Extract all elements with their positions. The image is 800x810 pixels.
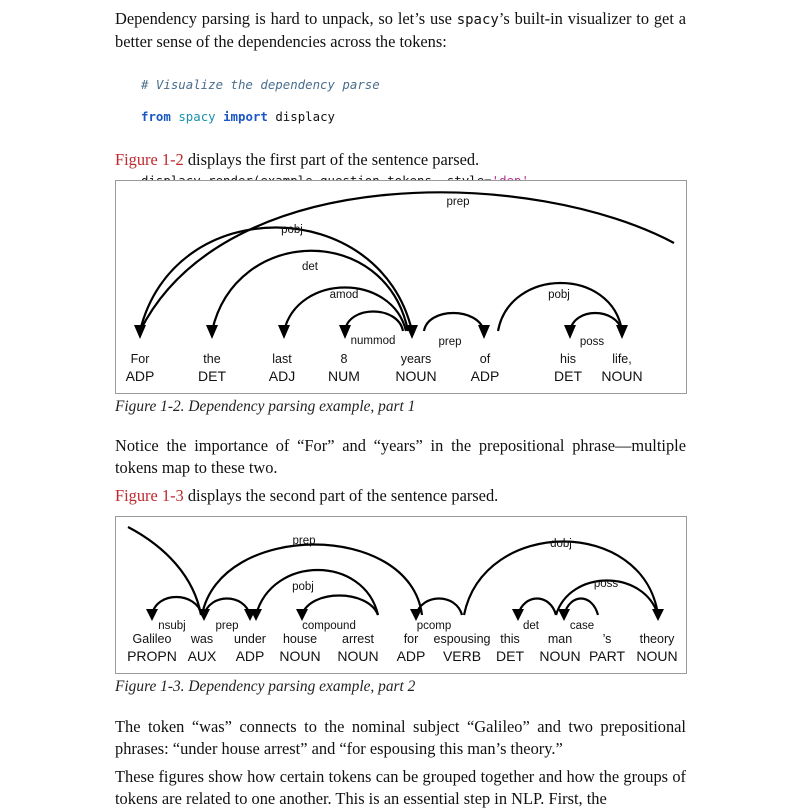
token-word: For [130, 352, 150, 366]
arc-pobj [140, 227, 412, 331]
token-tag: DET [198, 368, 226, 384]
token-tag: ADP [470, 368, 500, 384]
arc-nummod [345, 312, 403, 332]
arc-poss [570, 313, 622, 331]
arrowhead [146, 609, 158, 621]
arc-label: prep [215, 620, 239, 632]
token-word: under [234, 632, 266, 646]
arc-prep-2 [424, 313, 484, 331]
arc-prep-short [204, 599, 250, 616]
code-line-1 [141, 77, 559, 93]
token-word: this [500, 632, 520, 646]
token-tag: ADJ [268, 368, 296, 384]
figure2-dependency-diagram [116, 517, 686, 673]
arrowhead [558, 609, 570, 621]
arrowhead [652, 609, 664, 621]
token-word: last [272, 352, 292, 366]
arc-det [518, 599, 556, 616]
token-tag: DET [554, 368, 582, 384]
arc-prep-long [202, 545, 422, 616]
arc-label: pcomp [416, 620, 452, 632]
figure1-arc-labels [281, 196, 604, 348]
figure2-intro-text: displays the second part of the sentence parsed. [183, 486, 499, 505]
closing-paragraph-1: The token “was” connects to the nominal subject “Galileo” and two prepositional phrases: “under house arrest” and “for espousing this man’s theory.” [115, 717, 686, 758]
token-word: years [400, 352, 432, 366]
figure1-arcs [140, 192, 674, 331]
figure2-box [115, 516, 687, 674]
arc-label: nsubj [158, 620, 186, 632]
token-tag: NOUN [279, 648, 321, 664]
token-word: house [282, 632, 318, 646]
arc-label: nummod [350, 335, 396, 347]
arrowhead [278, 325, 290, 339]
token-tag: NOUN [636, 648, 678, 664]
token-tag: NOUN [539, 648, 581, 664]
code-from-keyword: from [141, 109, 171, 124]
arc-nsubj-top [128, 527, 201, 615]
figure2-arcs [128, 527, 658, 615]
token-word: ’s [602, 632, 612, 646]
token-word: espousing [433, 632, 491, 646]
arc-label: det [302, 261, 318, 273]
code-import-name: displacy [275, 109, 336, 124]
code-line-2 [141, 109, 559, 125]
token-word: life, [612, 352, 632, 366]
figure2-link[interactable]: Figure 1-3 [115, 486, 184, 505]
token-tag: PART [588, 648, 626, 664]
closing-paragraph-2: These figures show how certain tokens can be grouped together and how the groups of tokens are related to one another. This is an essential step in NLP. First, the [115, 767, 686, 808]
arrowhead [478, 325, 490, 339]
arrowhead [198, 609, 210, 621]
intro-text-after: ’s built-in visualizer to get a better sense of the dependencies across the tokens: [115, 9, 686, 51]
arc-case [564, 599, 598, 616]
arc-prep [140, 192, 674, 331]
token-tag: PROPN [127, 648, 177, 664]
token-tag: VERB [442, 648, 482, 664]
arc-label: prep [292, 535, 316, 547]
token-word: man [547, 632, 573, 646]
arrowhead [564, 325, 576, 339]
figure1-link[interactable]: Figure 1-2 [115, 150, 184, 169]
figure1-caption: Figure 1-2. Dependency parsing example, part 1 [115, 398, 416, 415]
arc-label: amod [329, 289, 359, 301]
arc-label: pobj [292, 581, 314, 593]
arc-label: prep [438, 336, 462, 348]
token-word: of [479, 352, 491, 366]
code-comment: # Visualize the dependency parse [141, 77, 380, 92]
figure1-box [115, 180, 687, 394]
figure1-dependency-diagram [116, 181, 686, 393]
token-word: for [403, 632, 419, 646]
token-tag: NOUN [601, 368, 643, 384]
arc-label: dobj [550, 538, 572, 550]
code-import-keyword: import [223, 109, 268, 124]
figure2-intro [115, 485, 686, 507]
arc-pcomp [416, 599, 462, 616]
arc-label: pobj [281, 224, 303, 236]
arc-nsubj [152, 597, 202, 615]
arrowhead [616, 325, 628, 339]
arc-label: poss [579, 336, 605, 348]
arc-label: prep [446, 196, 470, 208]
token-word: arrest [342, 632, 374, 646]
arrowhead [406, 325, 418, 339]
figure1-intro-text: displays the first part of the sentence parsed. [183, 150, 480, 169]
token-tag: DET [496, 648, 524, 664]
token-word: 8 [340, 352, 348, 366]
arc-label: poss [593, 578, 619, 590]
middle-paragraph: Notice the importance of “For” and “years” in the prepositional phrase—multiple tokens map to these two. [115, 436, 686, 477]
token-tag: ADP [125, 368, 155, 384]
figure2-arc-labels [158, 535, 618, 632]
arc-pobj [256, 570, 378, 615]
arrowhead [206, 325, 218, 339]
inline-code-spacy: spacy [456, 12, 499, 28]
code-module-name: spacy [178, 109, 216, 124]
arc-compound [302, 596, 378, 616]
token-tag: ADP [396, 648, 426, 664]
token-word: the [203, 352, 221, 366]
token-word: Galileo [132, 632, 172, 646]
intro-paragraph [115, 0, 686, 53]
arc-label: pobj [548, 289, 570, 301]
figure2-tokens [127, 632, 678, 664]
token-tag: AUX [187, 648, 217, 664]
intro-text-before: Dependency parsing is hard to unpack, so let’s use [115, 9, 457, 28]
token-word: theory [639, 632, 675, 646]
token-tag: NOUN [337, 648, 379, 664]
figure2-caption: Figure 1-3. Dependency parsing example, part 2 [115, 678, 416, 695]
token-word: his [560, 352, 576, 366]
token-tag: NUM [328, 368, 360, 384]
figure1-tokens [126, 352, 643, 384]
arc-label: case [569, 620, 595, 632]
token-tag: ADP [235, 648, 265, 664]
arc-label: compound [302, 620, 356, 632]
token-word: was [190, 632, 214, 646]
token-tag: NOUN [395, 368, 437, 384]
arrowhead [339, 325, 351, 339]
arrowhead [134, 325, 146, 339]
figure1-intro [115, 149, 686, 171]
arc-label: det [523, 620, 539, 632]
